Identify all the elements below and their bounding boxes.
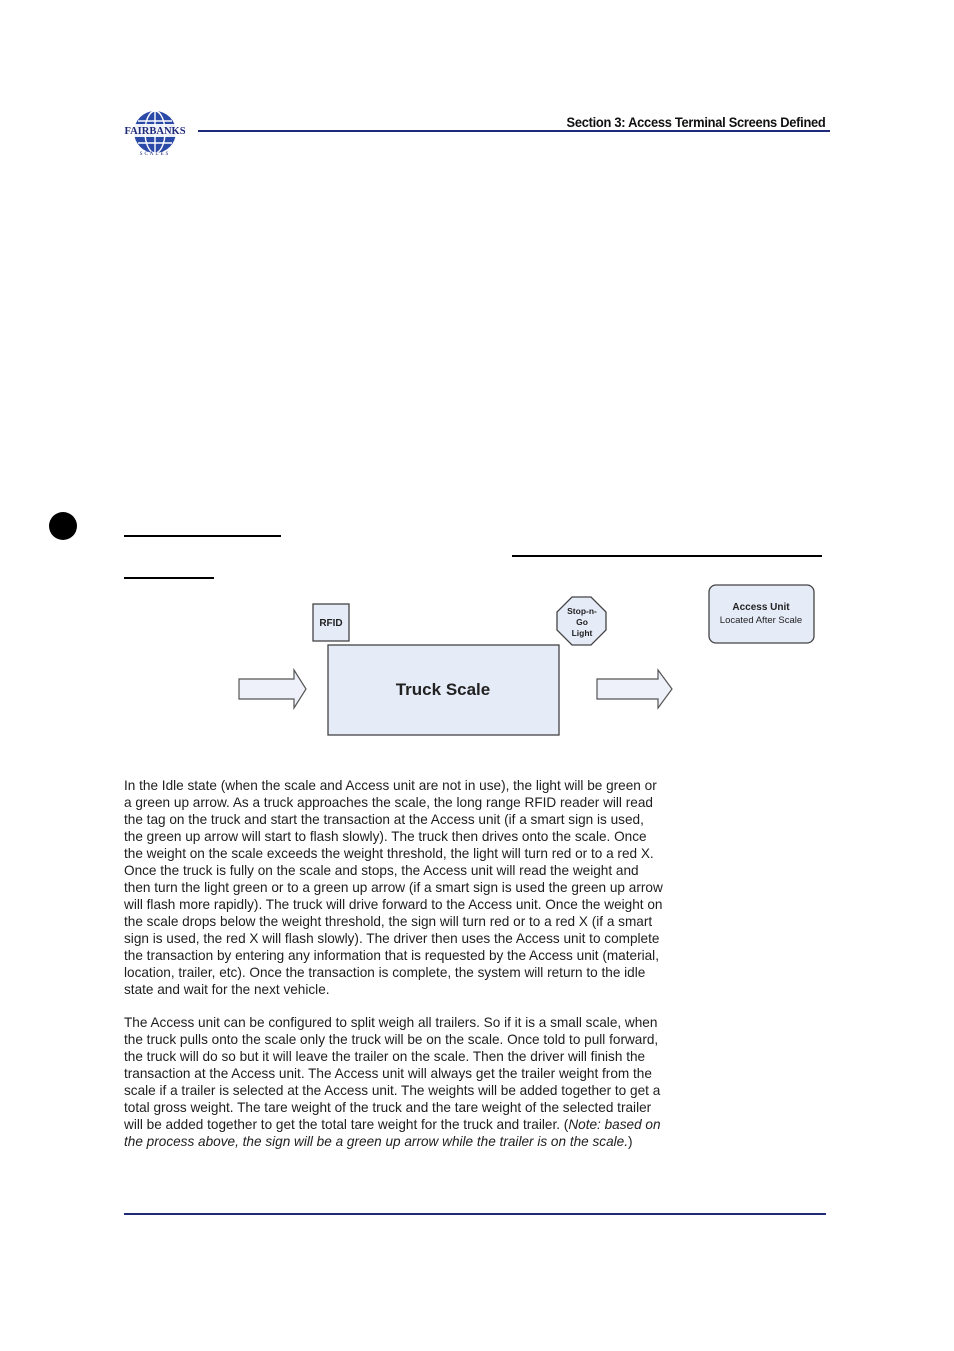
rfid-label: RFID — [319, 618, 343, 629]
access-unit-subtitle: Located After Scale — [719, 615, 803, 626]
light-label-1: Stop-n- — [567, 606, 597, 616]
bullet-marker — [49, 512, 77, 540]
exit-arrow — [597, 670, 672, 708]
light-label-3: Light — [571, 628, 593, 638]
logo-text: FAIRBANKS — [124, 126, 186, 137]
paragraph-note: Note: based on the process above, the sign will be a green up arrow while the trailer is on the scale. — [124, 1117, 661, 1149]
paragraph-idle-state: In the Idle state (when the scale and Access unit are not in use), the light will be green or a green up arrow. As a truck approaches the scale, the long range RFID reader will read the tag on the truck and start the transaction at the Access unit (if a smart sign is used, the green up arrow will start to flash slowly). The truck then drives onto the scale. Once the weight on the scale exceeds the weight threshold, the light will turn red or to a red X. Once the truck is fully on the scale and stops, the Access unit will read the weight and then turn the light green or to a green up arrow (if a smart sign is used the green up arrow will flash more rapidly). The truck will drive forward to the Access unit. Once the weight on the scale drops below the weight threshold, the sign will turn red or to a red X (if a smart sign is used, the red X will flash slowly). The driver then uses the Access unit to complete the transaction by entering any information that is requested by the Access unit (material, location, trailer, etc). Once the transaction is complete, the system will return to the idle state and wait for the next vehicle. — [124, 778, 663, 997]
subheading-underline-2 — [124, 577, 214, 579]
access-unit-box — [709, 585, 814, 643]
subheading-underline — [512, 555, 822, 557]
paragraph-split-weigh — [124, 1014, 664, 1150]
globe-icon — [124, 110, 186, 156]
access-unit-title: Access Unit — [732, 602, 790, 613]
footer-rule — [124, 1213, 826, 1215]
heading-underline — [124, 535, 281, 537]
logo-subtext: SCALES — [139, 152, 171, 156]
paragraph-split-weigh-text: The Access unit can be configured to split weigh all trailers. So if it is a small scale, when the truck pulls onto the scale only the truck will be on the scale. Once told to pull forward, the truck will do so but it will leave the trailer on the scale. Then the driver will finish the transaction at the Access unit. The Access unit will always get the trailer weight from the scale if a trailer is selected at the Access unit. The weights will be added together to get a total gross weight. The tare weight of the truck and the tare weight of the selected trailer will be added together to get the total tare weight for the truck and trailer. ( — [124, 1015, 661, 1132]
paragraph-close: ) — [628, 1134, 633, 1149]
entry-arrow — [239, 670, 306, 708]
section-title: Section 3: Access Terminal Screens Defined — [566, 114, 826, 130]
truck-scale-diagram — [236, 582, 818, 742]
truck-scale-label: Truck Scale — [395, 680, 491, 699]
body-text — [124, 777, 664, 1166]
light-label-2: Go — [576, 617, 588, 627]
header-rule — [198, 130, 830, 132]
fairbanks-logo — [124, 110, 186, 156]
